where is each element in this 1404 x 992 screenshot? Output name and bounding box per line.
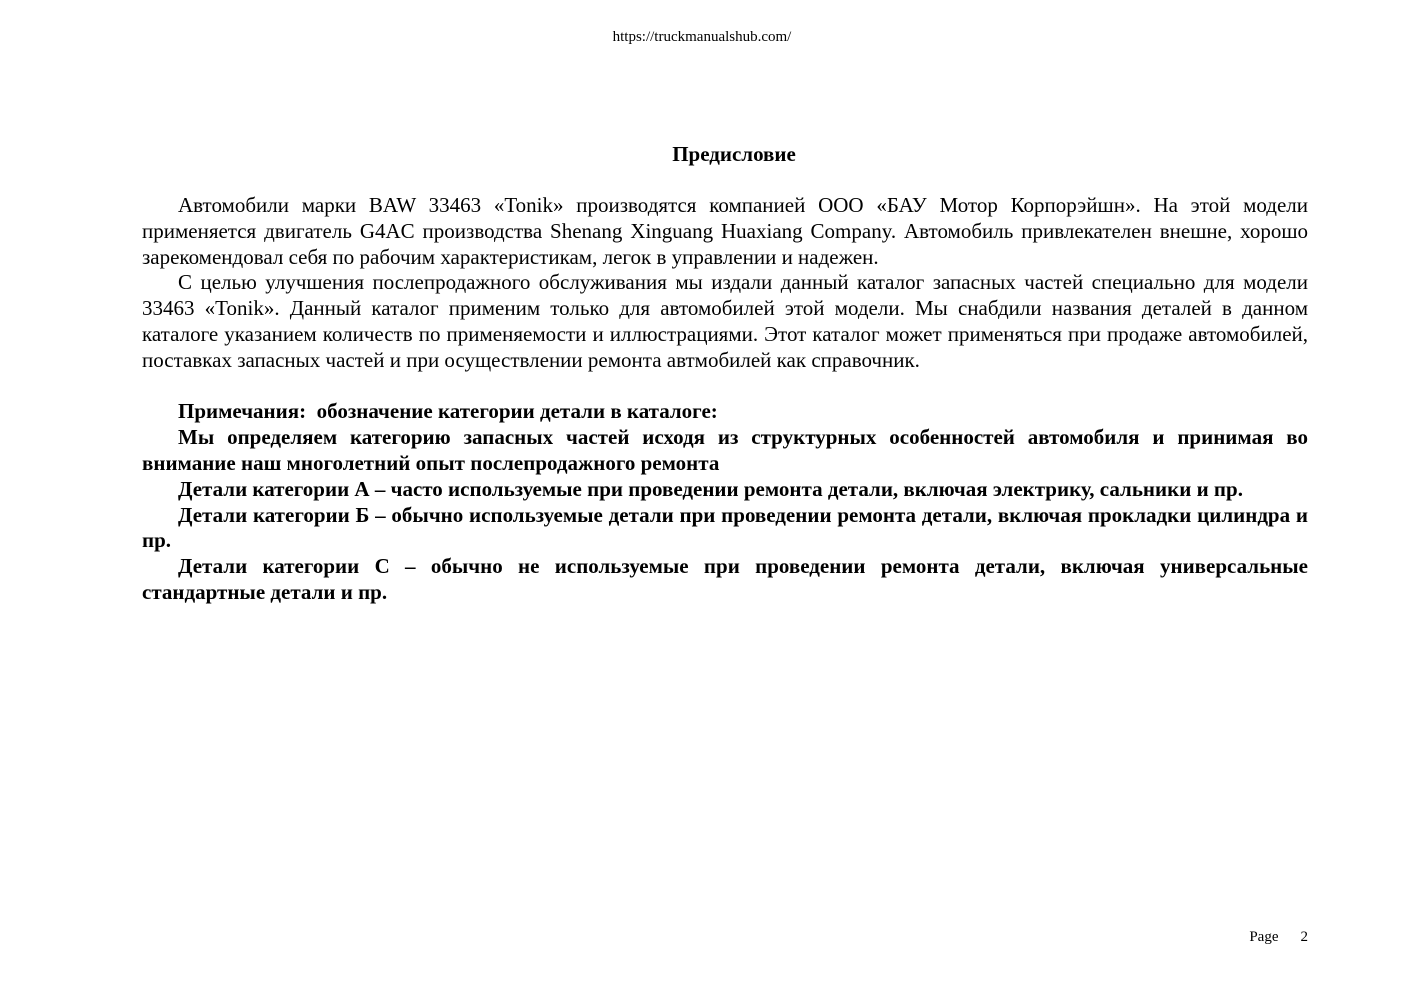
notes-paragraph: Детали категории С – обычно не используемые при проведении ремонта детали, включая универсальные стандартные детали и пр. <box>142 554 1308 604</box>
document-body <box>142 141 1308 606</box>
paragraph-spacer <box>142 374 1308 400</box>
notes-paragraph: Детали категории А – часто используемые при проведении ремонта детали, включая электрику, сальники и пр. <box>178 476 1243 501</box>
page-label: Page <box>1249 929 1279 945</box>
document-title: Предисловие <box>672 142 796 166</box>
intro-paragraph: Автомобили марки BAW 33463 «Tonik» производятся компанией ООО «БАУ Мотор Корпорэйшн». На этой модели применяется двигатель G4AC производства Shenang Xinguang Huaxiang Company. Автомобиль привлекателен внешне, хорошо зарекомендовал себя по рабочим характеристикам, легок в управлении и надежен. <box>142 193 1308 269</box>
notes-paragraph: Мы определяем категорию запасных частей исходя из структурных особенностей автомобиля и принимая во внимание наш многолетний опыт послепродажного ремонта <box>142 425 1308 475</box>
intro-paragraph: С целью улучшения послепродажного обслуживания мы издали данный каталог запасных частей специально для модели 33463 «Tonik». Данный каталог применим только для автомобилей этой модели. Мы снабдили названия деталей в данном каталоге указанием количеств по применяемости и иллюстрациями. Этот каталог может применяться при продаже автомобилей, поставках запасных частей и при осуществлении ремонта автмобилей как справочник. <box>142 270 1308 372</box>
page-footer <box>1249 927 1308 947</box>
header-url: https://truckmanualshub.com/ <box>612 29 792 45</box>
notes-heading: Примечания: обозначение категории детали в каталоге: <box>178 399 718 424</box>
page-number: 2 <box>1300 929 1308 945</box>
notes-paragraph: Детали категории Б – обычно используемые детали при проведении ремонта детали, включая прокладки цилиндра и пр. <box>142 502 1308 553</box>
